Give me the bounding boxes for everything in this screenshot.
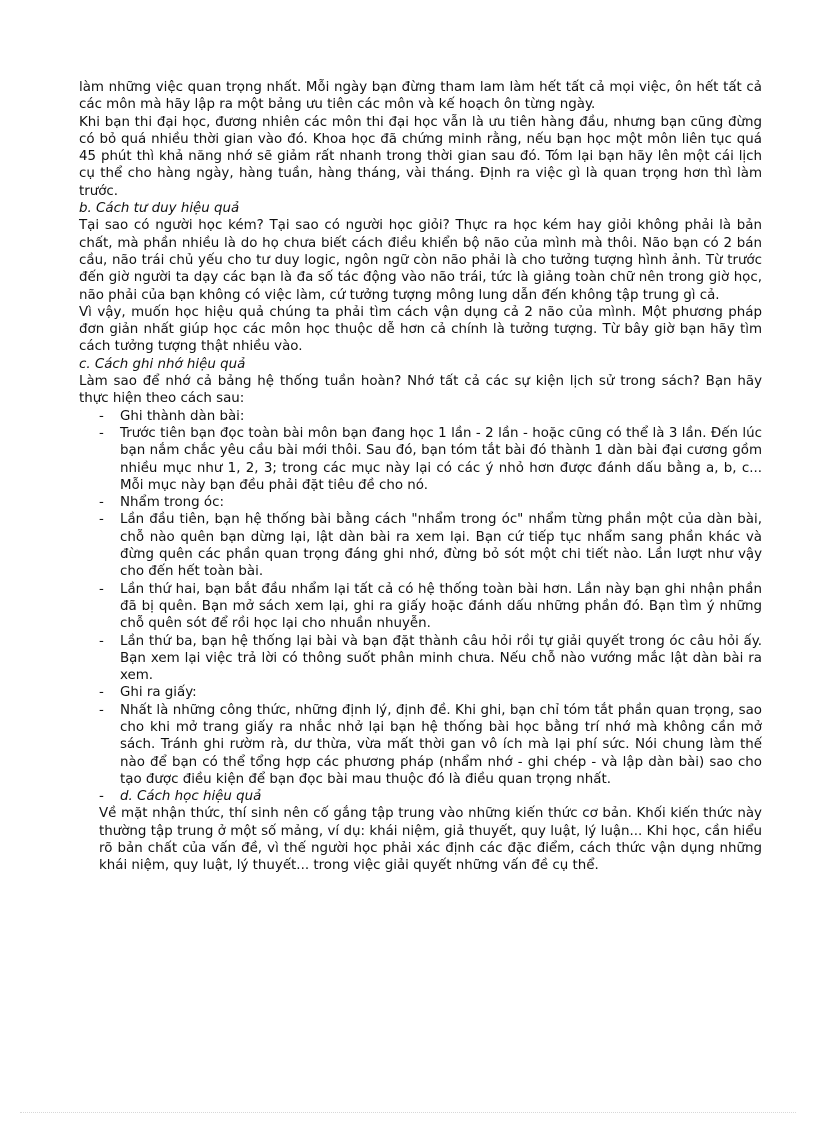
paragraph-effective-learning: Về mặt nhận thức, thí sinh nên cố gắng tập trung vào những kiến thức cơ bản. Khối kiến thức này thường tập trung ở một số mảng, ví dụ: khái niệm, giả thuyết, quy luật, lý luận... Khi học, cần hiểu rõ bản chất của vấn đề, vì thế người học phải xác định các đặc điểm, cách thức vận dụng những khái niệm, quy luật, lý thuyết... trong việc giải quyết những vấn đề cụ thể.	[99, 806, 762, 874]
list-item: - Ghi thành dàn bài:	[79, 408, 762, 425]
list-item: - Lần thứ hai, bạn bắt đầu nhẩm lại tất cả có hệ thống toàn bài hơn. Lần này bạn ghi nhận phần đã bị quên. Bạn mở sách xem lại, ghi ra giấy hoặc đánh dấu những phần đó. Bạn tìm ý những chỗ quên sót để rồi học lại cho nhuần nhuyễn.	[79, 581, 762, 633]
heading-section-d: - d. Cách học hiệu quả	[79, 788, 762, 805]
list-item: - Ghi ra giấy:	[79, 684, 762, 701]
paragraph-priority: làm những việc quan trọng nhất. Mỗi ngày bạn đừng tham lam làm hết tất cả mọi việc, ôn hết tất cả các môn mà hãy lập ra một bảng ưu tiên các môn và kế hoạch ôn từng ngày.	[79, 80, 762, 113]
list-item: - Lần đầu tiên, bạn hệ thống bài bằng cách "nhẩm trong óc" nhẩm từng phần một của dàn bài, chỗ nào quên bạn dừng lại, lật dàn bài ra xem lại. Bạn cứ tiếp tục nhẩm sang phần khác và đừng quên các phần quan trọng đáng ghi nhớ, đừng bỏ sót một chi tiết nào. Lần lượt như vậy cho đến hết toàn bài.	[79, 511, 762, 580]
paragraph-brain: Tại sao có người học kém? Tại sao có người học giỏi? Thực ra học kém hay giỏi không phải là bản chất, mà phần nhiều là do họ chưa biết cách điều khiển bộ não của mình mà thôi. Não bạn có 2 bán cầu, não trái chủ yếu cho tư duy logic, ngôn ngữ còn não phải là cho tưởng tượng hình ảnh. Từ trước đến giờ người ta dạy các bạn là đa số tác động vào não trái, tức là giảng toàn chữ nên trong giờ học, não phải của bạn không có việc làm, cứ tưởng tượng mông lung dẫn đến không tập trung gì cả.	[79, 218, 762, 303]
document-page	[79, 79, 762, 875]
paragraph-imagination: Vì vậy, muốn học hiệu quả chúng ta phải tìm cách vận dụng cả 2 não của mình. Một phương pháp đơn giản nhất giúp học các môn học thuộc dễ hơn cả chính là tưởng tượng. Từ bây giờ bạn hãy tìm cách tưởng tượng thật nhiều vào.	[79, 304, 762, 355]
paragraph-memory-intro: Làm sao để nhớ cả bảng hệ thống tuần hoàn? Nhớ tất cả các sự kiện lịch sử trong sách? Bạn hãy thực hiện theo cách sau:	[79, 374, 762, 407]
list-item: - Lần thứ ba, bạn hệ thống lại bài và bạn đặt thành câu hỏi rồi tự giải quyết trong óc câu hỏi ấy. Bạn xem lại việc trả lời có thông suốt phân minh chưa. Nếu chỗ nào vướng mắc lật dàn bài ra xem.	[79, 633, 762, 685]
list-item: - Nhất là những công thức, những định lý, định đề. Khi ghi, bạn chỉ tóm tắt phần quan trọng, sao cho khi mở trang giấy ra nhắc nhở lại bạn hệ thống bài học bằng trí nhớ mà không cần mở sách. Tránh ghi rườm rà, dư thừa, vừa mất thời gan vô ích mà lại phí sức. Nói chung làm thế nào để bạn có thể tổng hợp các phương pháp (nhẩm nhớ - ghi chép - và lập dàn bài) sao cho tạo được điều kiện để bạn đọc bài mau thuộc đó là điều quan trọng nhất.	[79, 702, 762, 788]
list-item: - Trước tiên bạn đọc toàn bài môn bạn đang học 1 lần - 2 lần - hoặc cũng có thể là 3 lần. Đến lúc bạn nắm chắc yêu cầu bài mới thôi. Sau đó, bạn tóm tắt bài đó thành 1 dàn bài đại cương gồm nhiều mục như 1, 2, 3; trong các mục này lại có các ý nhỏ hơn được đánh dấu bằng a, b, c... Mỗi mục này bạn đều phải đặt tiêu đề cho nó.	[79, 425, 762, 494]
memory-steps-list	[79, 408, 762, 806]
page-bottom-divider	[20, 1112, 796, 1113]
paragraph-exam-time: Khi bạn thi đại học, đương nhiên các môn thi đại học vẫn là ưu tiên hàng đầu, nhưng bạn cũng đừng có bỏ quá nhiều thời gian vào đó. Khoa học đã chứng minh rằng, nếu bạn học một môn liên tục quá 45 phút thì khả năng nhớ sẽ giảm rất nhanh trong thời gian sau đó. Tóm lại bạn hãy lên một cái lịch cụ thể cho hàng ngày, hàng tuần, hàng tháng, vài tháng. Định ra việc gì là quan trọng hơn thì làm trước.	[79, 114, 762, 199]
heading-section-b: b. Cách tư duy hiệu quả	[79, 201, 240, 217]
heading-section-c: c. Cách ghi nhớ hiệu quả	[79, 356, 246, 372]
list-item: - Nhẩm trong óc:	[79, 494, 762, 511]
